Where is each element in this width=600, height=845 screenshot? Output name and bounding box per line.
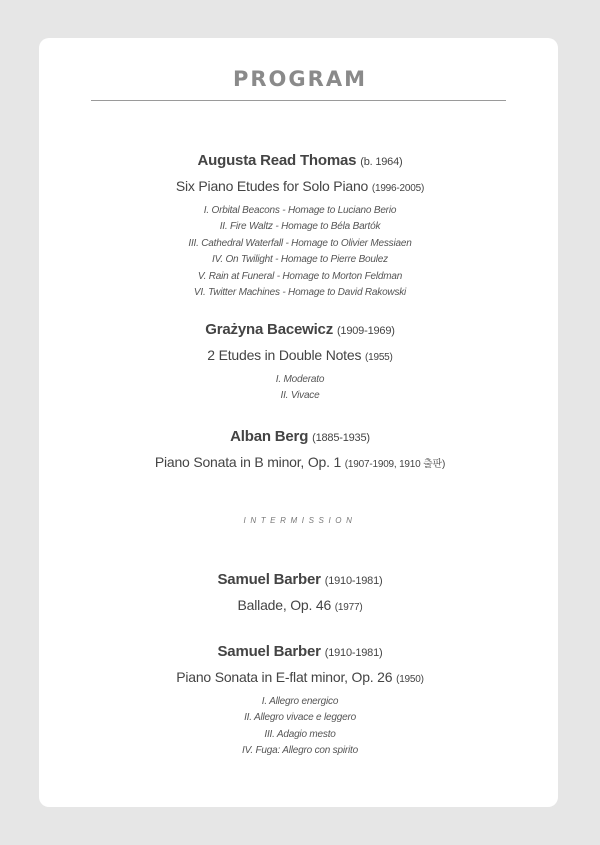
movement-list xyxy=(0,694,600,760)
work-title: Six Piano Etudes for Solo Piano xyxy=(175,178,369,194)
movement-item: IV. Fuga: Allegro con spirito xyxy=(242,745,358,757)
program-piece xyxy=(0,641,600,760)
composer-line xyxy=(0,150,600,173)
movement-item: II. Allegro vivace e leggero xyxy=(244,712,356,724)
movement-item: IV. On Twilight - Homage to Pierre Boulez xyxy=(212,254,388,266)
title-divider xyxy=(91,100,506,101)
work-year: (1996-2005) xyxy=(371,183,425,194)
composer-name: Grażyna Bacewicz xyxy=(205,321,333,338)
work-year: (1955) xyxy=(364,352,393,363)
movement-item: III. Adagio mesto xyxy=(264,728,336,740)
composer-dates: (1909-1969) xyxy=(336,325,395,337)
composer-name: Samuel Barber xyxy=(217,571,321,588)
work-title: Piano Sonata in B minor, Op. 1 xyxy=(154,454,342,470)
composer-line xyxy=(0,426,600,449)
movement-item: I. Orbital Beacons - Homage to Luciano Berio xyxy=(203,205,397,216)
movement-item: II. Vivace xyxy=(280,390,320,402)
composer-line xyxy=(0,641,600,664)
composer-line xyxy=(0,319,600,342)
work-title: Piano Sonata in E-flat minor, Op. 26 xyxy=(176,669,393,685)
work-line xyxy=(0,175,600,200)
composer-name: Samuel Barber xyxy=(217,643,321,660)
work-line xyxy=(0,594,600,619)
work-line xyxy=(0,451,600,476)
work-line xyxy=(0,344,600,369)
movement-item: II. Fire Waltz - Homage to Béla Bartók xyxy=(219,221,381,233)
composer-dates: (b. 1964) xyxy=(360,156,403,168)
composer-name: Alban Berg xyxy=(230,428,309,445)
page-title: PROGRAM xyxy=(233,67,367,91)
composer-dates: (1910-1981) xyxy=(324,647,383,659)
composer-dates: (1885-1935) xyxy=(312,432,370,444)
program-piece xyxy=(0,426,600,476)
movement-item: I. Moderato xyxy=(275,374,325,385)
program-piece xyxy=(0,150,600,301)
work-year: (1907-1909, 1910 출판) xyxy=(344,459,446,470)
movement-list xyxy=(0,203,600,301)
movement-item: VI. Twitter Machines - Homage to David Rakowski xyxy=(193,287,407,299)
composer-dates: (1910-1981) xyxy=(324,575,383,587)
movement-item: I. Allegro energico xyxy=(261,696,339,707)
work-title: 2 Etudes in Double Notes xyxy=(207,347,362,363)
work-line xyxy=(0,666,600,691)
work-year: (1977) xyxy=(334,602,363,613)
composer-name: Augusta Read Thomas xyxy=(197,152,357,169)
movement-item: III. Cathedral Waterfall - Homage to Olivier Messiaen xyxy=(188,237,412,249)
movement-list xyxy=(0,372,600,405)
intermission-label: INTERMISSION xyxy=(243,516,357,525)
program-piece xyxy=(0,569,600,619)
work-title: Ballade, Op. 46 xyxy=(237,597,332,613)
work-year: (1950) xyxy=(396,674,424,685)
composer-line xyxy=(0,569,600,592)
program-piece xyxy=(0,319,600,405)
movement-item: V. Rain at Funeral - Homage to Morton Feldman xyxy=(197,270,403,282)
